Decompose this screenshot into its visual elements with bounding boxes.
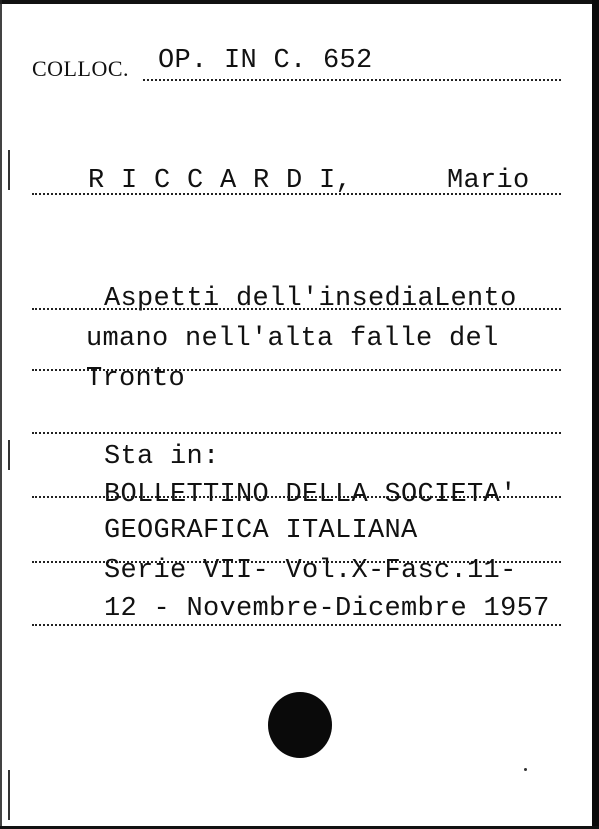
source-line: BOLLETTINO DELLA SOCIETA' bbox=[104, 480, 517, 510]
edge-mark bbox=[8, 770, 10, 820]
card-left-edge bbox=[0, 0, 2, 829]
title-line: Aspetti dell'insediaLento bbox=[104, 284, 517, 314]
edge-mark bbox=[8, 440, 10, 470]
source-rule bbox=[32, 624, 561, 626]
title-rule bbox=[32, 308, 561, 310]
section-rule bbox=[32, 432, 561, 434]
title-line: umano nell'alta falle del bbox=[86, 324, 499, 354]
edge-mark bbox=[8, 150, 10, 190]
colloc-label: COLLOC. bbox=[32, 56, 129, 81]
in-label: Sta in: bbox=[104, 442, 220, 472]
author-surname: R I C C A R D I, bbox=[88, 166, 353, 196]
author-rule bbox=[32, 193, 561, 195]
colloc-rule bbox=[143, 79, 561, 81]
speck bbox=[524, 768, 527, 771]
source-line: GEOGRAFICA ITALIANA bbox=[104, 516, 418, 546]
card-top-edge bbox=[0, 0, 599, 4]
source-rule bbox=[32, 496, 561, 498]
card-right-edge bbox=[592, 0, 599, 829]
source-line: Serie VII- Vol.X-Fasc.11- bbox=[104, 556, 517, 586]
colloc-value: OP. IN C. 652 bbox=[158, 46, 373, 76]
title-line: Tronto bbox=[86, 364, 186, 394]
punch-hole bbox=[268, 692, 332, 758]
source-line: 12 - Novembre-Dicembre 1957 bbox=[104, 594, 550, 624]
author-forename: Mario bbox=[447, 166, 530, 196]
